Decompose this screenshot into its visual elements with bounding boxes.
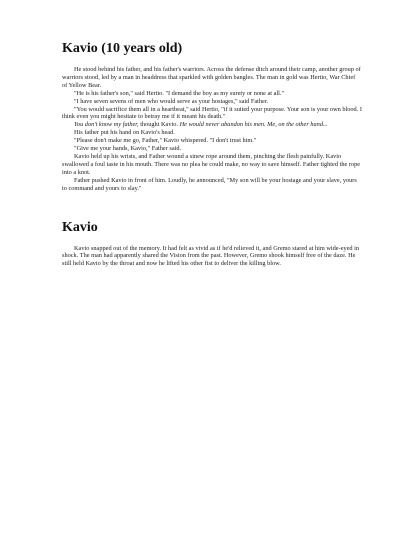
paragraph: He stood behind his father, and his father's warriors. Across the defense ditch around their camp, another group of warriors stood, led by a man in headdress that sparkled with golden bangles. The man in gold was Hertio, War Chief of Yellow Bear.	[62, 66, 361, 89]
thought-attribution: thought Kavio.	[138, 121, 180, 129]
document-page	[62, 40, 362, 268]
thought-text-b: He would never abandon his men. Me, on the other hand...	[179, 121, 328, 129]
paragraph: "Please don't make me go, Father," Kavio whispered. "I don't trust him."	[74, 137, 257, 145]
paragraph-thought	[62, 121, 362, 129]
paragraph: Father pushed Kavio in front of him. Loudly, he announced, "My son will be your hostage and your slave, yours to command and yours to slay."	[62, 176, 357, 192]
paragraph: Kavio held up his wrists, and Father wound a sinew rope around them, pinching the flesh painfully. Kavio swallowed a foul taste in his mouth. There was no plea he could make, no way to save himself. Father tighted the rope into a knot.	[62, 152, 361, 176]
paragraph: Kavio snapped out of the memory. It had felt as vivid as if he'd relieved it, and Gremo stared at him wide-eyed in shock. The man had apparently shared the Vision from the past. However, Gremo shook himself free of the daze. He still held Kavio by the throat and now he lifted his other fist to deliver the killing blow.	[62, 244, 360, 268]
paragraph: "I have seven sevens of men who would serve as your hostages," said Father.	[74, 97, 269, 105]
thought-text-a: You don't know my father,	[74, 121, 139, 129]
paragraph: "He is his father's son," said Hertio. "I demand the boy as my surety or none at all."	[74, 89, 285, 97]
paragraph: His father put his hand on Kavio's head.	[74, 129, 175, 137]
paragraph: "Give me your hands, Kavio," Father said.	[74, 145, 182, 153]
section-heading-kavio-10: Kavio (10 years old)	[62, 41, 183, 56]
paragraph: "You would sacrifice them all in a heartbeat," said Hertio, "if it suited your purpose. Your son is your own blood. I think even you might hesitate to betray me if it meant his death."	[62, 105, 362, 121]
section-heading-kavio: Kavio	[62, 219, 98, 235]
